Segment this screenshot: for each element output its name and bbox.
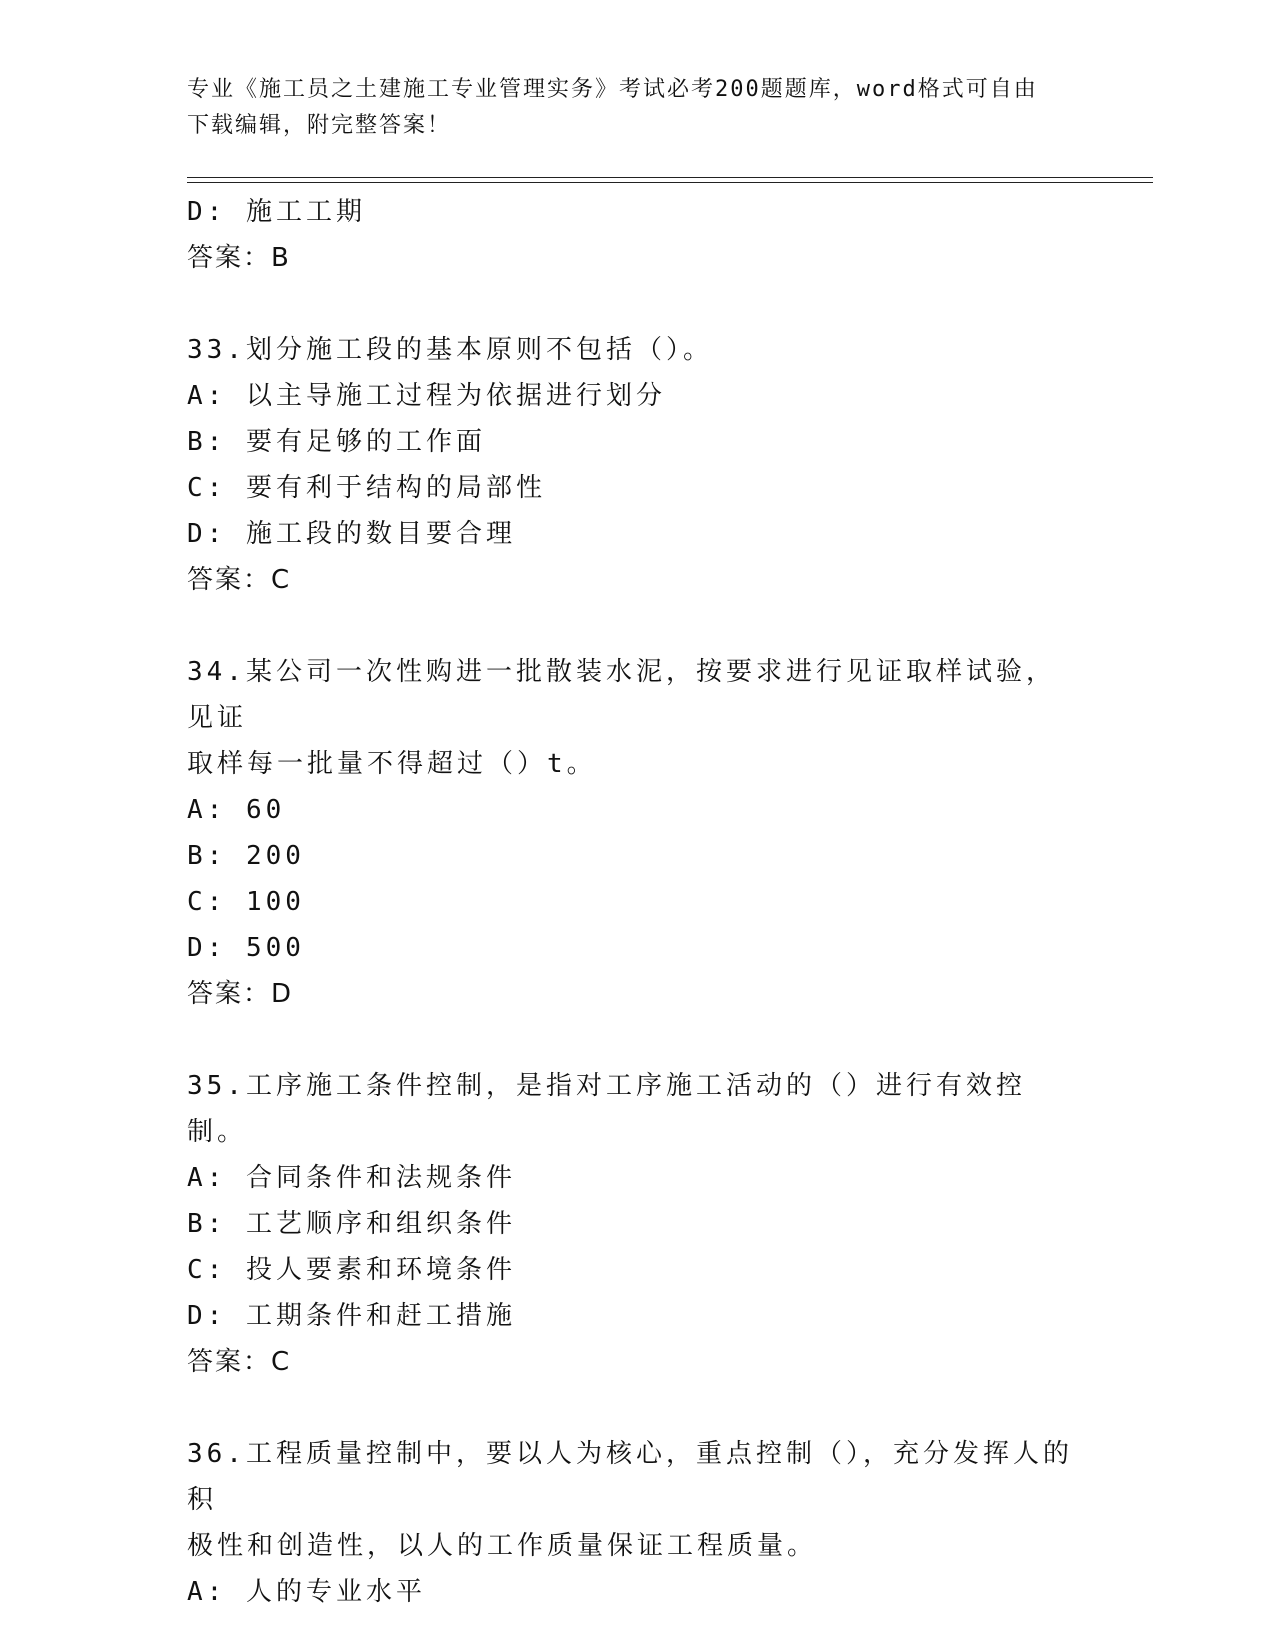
document-header <box>187 72 1087 144</box>
option-d: D: 工期条件和赶工措施 <box>187 1301 516 1331</box>
question-stem <box>187 649 1077 787</box>
option-b: B: 工艺顺序和组织条件 <box>187 1209 516 1239</box>
question-stem-line-2: 取样每一批量不得超过（）t。 <box>187 749 597 779</box>
question-34 <box>187 649 1087 1017</box>
answer-line: 答案：C <box>187 565 292 595</box>
option-d: D: 施工段的数目要合理 <box>187 519 516 549</box>
option-a: A: 人的专业水平 <box>187 1577 426 1607</box>
answer-line: 答案：D <box>187 979 294 1009</box>
option-d: D: 施工工期 <box>187 197 366 227</box>
question-stem-line-1: 35.工序施工条件控制，是指对工序施工活动的（）进行有效控制。 <box>187 1071 1026 1147</box>
header-divider-bottom <box>187 182 1153 183</box>
option-d: D: 500 <box>187 933 305 963</box>
answer-line: 答案：C <box>187 1347 292 1377</box>
header-line-2: 下载编辑，附完整答案！ <box>187 113 452 138</box>
header-divider-top <box>187 177 1153 178</box>
header-line-1: 专业《施工员之土建施工专业管理实务》考试必考200题题库，word格式可自由 <box>187 77 1038 102</box>
question-stem-line-1: 34.某公司一次性购进一批散装水泥，按要求进行见证取样试验，见证 <box>187 657 1056 733</box>
option-a: A: 合同条件和法规条件 <box>187 1163 516 1193</box>
question-33 <box>187 327 1087 603</box>
question-stem-line-2: 极性和创造性，以人的工作质量保证工程质量。 <box>187 1531 818 1561</box>
option-b: B: 200 <box>187 841 305 871</box>
question-list <box>187 189 1087 1615</box>
question-35 <box>187 1063 1087 1385</box>
question-stem-line-1: 33.划分施工段的基本原则不包括（）。 <box>187 335 713 365</box>
option-c: C: 要有利于结构的局部性 <box>187 473 546 503</box>
question-stem <box>187 1431 1077 1569</box>
question-stem <box>187 1063 1077 1155</box>
option-b: B: 要有足够的工作面 <box>187 427 486 457</box>
option-a: A: 60 <box>187 795 286 825</box>
carryover-question <box>187 189 1087 281</box>
question-36 <box>187 1431 1087 1615</box>
question-stem <box>187 327 1077 373</box>
answer-line: 答案：B <box>187 243 291 273</box>
option-a: A: 以主导施工过程为依据进行划分 <box>187 381 666 411</box>
option-c: C: 投人要素和环境条件 <box>187 1255 516 1285</box>
option-c: C: 100 <box>187 887 305 917</box>
question-stem-line-1: 36.工程质量控制中，要以人为核心，重点控制（），充分发挥人的积 <box>187 1439 1073 1515</box>
